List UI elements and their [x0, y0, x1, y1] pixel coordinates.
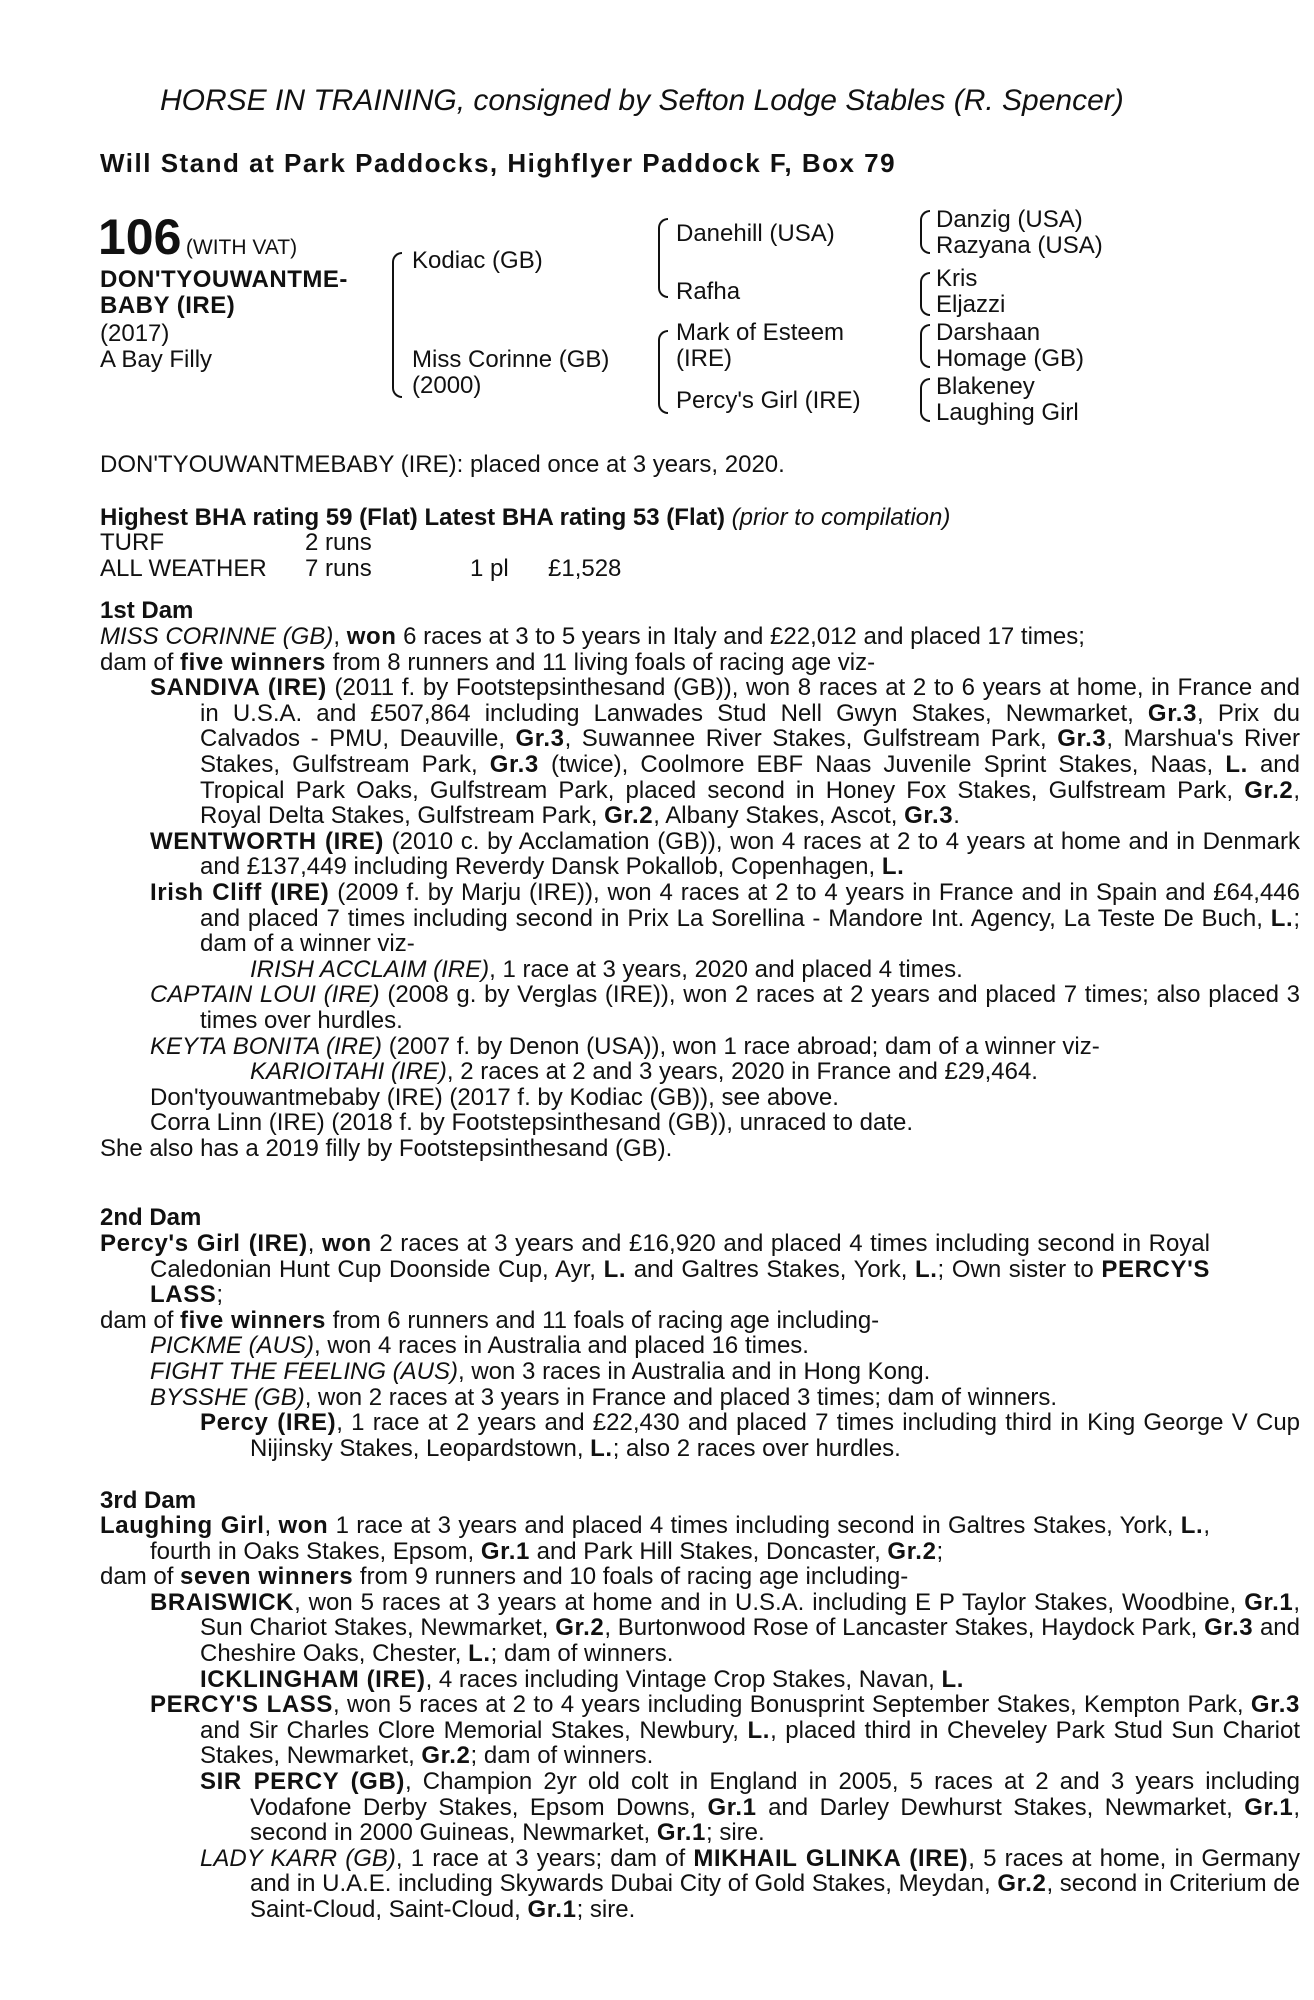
turf-runs: 2 runs	[305, 529, 372, 556]
page-title: HORSE IN TRAINING, consigned by Sefton Lodge Stables (R. Spencer)	[160, 84, 1124, 117]
horse-name-line1: DON'TYOUWANTME-	[100, 266, 348, 293]
foal-year: (2017)	[100, 320, 170, 347]
third-dam-body: Laughing Girl, won 1 race at 3 years and placed 4 times including second in Galtres Stakes, York, L., fourth in Oaks Stakes, Epsom, Gr.1 and Park Hill Stakes, Doncaster, Gr.2; dam of seven winners from 9 runners and 10 foals of racing age including- BRAISWICK, won 5 races at 3 years at home and in U.S.A. including E P Taylor Stakes, Woodbine, Gr.1, Sun Chariot Stakes, Newmarket, Gr.2, Burtonwood Rose of Lancaster Stakes, Haydock Park, Gr.3 and Cheshire Oaks, Chester, L.; dam of winners. ICKLINGHAM (IRE), 4 races including Vintage Crop Stakes, Navan, L. PERCY'S LASS, won 5 races at 2 to 4 years including Bonusprint September Stakes, Kempton Park, Gr.3 and Sir Charles Clore Memorial Stakes, Newbury, L., placed third in Cheveley Park Stud Sun Chariot Stakes, Newmarket, Gr.2; dam of winners. SIR PERCY (GB), Champion 2yr old colt in England in 2005, 5 races at 2 and 3 years including Vodafone Derby Stakes, Epsom Downs, Gr.1 and Darley Dewhurst Stakes, Newmarket, Gr.1, second in 2000 Guineas, Newmarket, Gr.1; sire. LADY KARR (GB), 1 race at 3 years; dam of MIKHAIL GLINKA (IRE), 5 races at home, in Germany and in U.A.E. including Skywards Dubai City of Gold Stakes, Meydan, Gr.2, second in Criterium de Saint-Cloud, Saint-Cloud, Gr.1; sire.	[100, 1512, 1301, 1923]
pedigree-gg7: Blakeney	[936, 373, 1035, 400]
pedigree-gg3: Kris	[936, 265, 978, 292]
aw-label: ALL WEATHER	[100, 555, 267, 582]
pedigree-gg6: Homage (GB)	[936, 345, 1085, 372]
pedigree-bracket	[920, 272, 930, 316]
pedigree-gg1: Danzig (USA)	[936, 206, 1083, 233]
aw-runs: 7 runs	[305, 555, 372, 582]
pedigree-dam-year: (2000)	[412, 372, 482, 399]
section-heading: 1st Dam	[100, 597, 194, 624]
race-summary: DON'TYOUWANTMEBABY (IRE): placed once at 3 years, 2020.	[100, 451, 785, 478]
section-heading: 3rd Dam	[100, 1487, 197, 1514]
first-dam-body: MISS CORINNE (GB), won 6 races at 3 to 5 years in Italy and £22,012 and placed 17 times; dam of five winners from 8 runners and 11 living foals of racing age viz- SANDIVA (IRE) (2011 f. by Footstepsinthesand (GB)), won 8 races at 2 to 6 years at home, in France and in U.S.A. and £507,864 including Lanwades Stud Nell Gwyn Stakes, Newmarket, Gr.3, Prix du Calvados - PMU, Deauville, Gr.3, Suwannee River Stakes, Gulfstream Park, Gr.3, Marshua's River Stakes, Gulfstream Park, Gr.3 (twice), Coolmore EBF Naas Juvenile Sprint Stakes, Naas, L. and Tropical Park Oaks, Gulfstream Park, placed second in Honey Fox Stakes, Gulfstream Park, Gr.2, Royal Delta Stakes, Gulfstream Park, Gr.2, Albany Stakes, Ascot, Gr.3. WENTWORTH (IRE) (2010 c. by Acclamation (GB)), won 4 races at 2 to 4 years at home and in Denmark and £137,449 including Reverdy Dansk Pokallob, Copenhagen, L. Irish Cliff (IRE) (2009 f. by Marju (IRE)), won 4 races at 2 to 4 years in France and in Spain and £64,446 and placed 7 times including second in Prix La Sorellina - Mandore Int. Agency, La Teste De Buch, L.; dam of a winner viz- IRISH ACCLAIM (IRE), 1 race at 3 years, 2020 and placed 4 times. CAPTAIN LOUI (IRE) (2008 g. by Verglas (IRE)), won 2 races at 2 years and placed 7 times; also placed 3 times over hurdles. KEYTA BONITA (IRE) (2007 f. by Denon (USA)), won 1 race abroad; dam of a winner viz- KARIOITAHI (IRE), 2 races at 2 and 3 years, 2020 in France and £29,464. Don'tyouwantmebaby (IRE) (2017 f. by Kodiac (GB)), see above. Corra Linn (IRE) (2018 f. by Footstepsinthesand (GB)), unraced to date. She also has a 2019 filly by Footstepsinthesand (GB).	[100, 623, 1301, 1162]
pedigree-sire-dam: Rafha	[676, 278, 741, 305]
pedigree-dam-sire-line1: Mark of Esteem	[676, 319, 845, 346]
pedigree-sire-sire: Danehill (USA)	[676, 220, 835, 247]
pedigree-bracket	[920, 210, 930, 254]
pedigree-bracket	[920, 324, 930, 368]
pedigree-bracket	[392, 252, 402, 398]
turf-label: TURF	[100, 529, 164, 556]
pedigree-bracket	[658, 218, 668, 298]
pedigree-bracket	[920, 378, 930, 422]
ratings-note: (prior to compilation)	[731, 504, 951, 531]
horse-name-line2: BABY (IRE)	[100, 292, 236, 319]
pedigree-dam-dam: Percy's Girl (IRE)	[676, 387, 861, 414]
aw-placed: 1 pl	[470, 555, 509, 582]
lot-number: 106	[98, 209, 182, 265]
stand-location: Will Stand at Park Paddocks, Highflyer Paddock F, Box 79	[100, 148, 897, 178]
pedigree-sire: Kodiac (GB)	[412, 247, 543, 274]
aw-prize: £1,528	[548, 555, 622, 582]
lot-number-row	[98, 208, 297, 266]
pedigree-gg4: Eljazzi	[936, 291, 1006, 318]
pedigree-bracket	[658, 330, 668, 414]
vat-note: (WITH VAT)	[185, 236, 298, 259]
pedigree-gg2: Razyana (USA)	[936, 232, 1103, 259]
pedigree-dam-name: Miss Corinne (GB)	[412, 346, 610, 373]
horse-description: A Bay Filly	[100, 346, 213, 373]
pedigree-gg5: Darshaan	[936, 319, 1041, 346]
pedigree-dam-sire-line2: (IRE)	[676, 345, 732, 372]
pedigree-gg8: Laughing Girl	[936, 399, 1079, 426]
second-dam-body: Percy's Girl (IRE), won 2 races at 3 years and £16,920 and placed 4 times including second in Royal Caledonian Hunt Cup Doonside Cup, Ayr, L. and Galtres Stakes, York, L.; Own sister to PERCY'S LASS; dam of five winners from 6 runners and 11 foals of racing age including- PICKME (AUS), won 4 races in Australia and placed 16 times. FIGHT THE FEELING (AUS), won 3 races in Australia and in Hong Kong. BYSSHE (GB), won 2 races at 3 years in France and placed 3 times; dam of winners. Percy (IRE), 1 race at 2 years and £22,430 and placed 7 times including third in King George V Cup Nijinsky Stakes, Leopardstown, L.; also 2 races over hurdles.	[100, 1230, 1301, 1462]
ratings-line	[100, 504, 950, 532]
bha-ratings: Highest BHA rating 59 (Flat) Latest BHA rating 53 (Flat)	[100, 504, 725, 531]
section-heading: 2nd Dam	[100, 1204, 202, 1231]
